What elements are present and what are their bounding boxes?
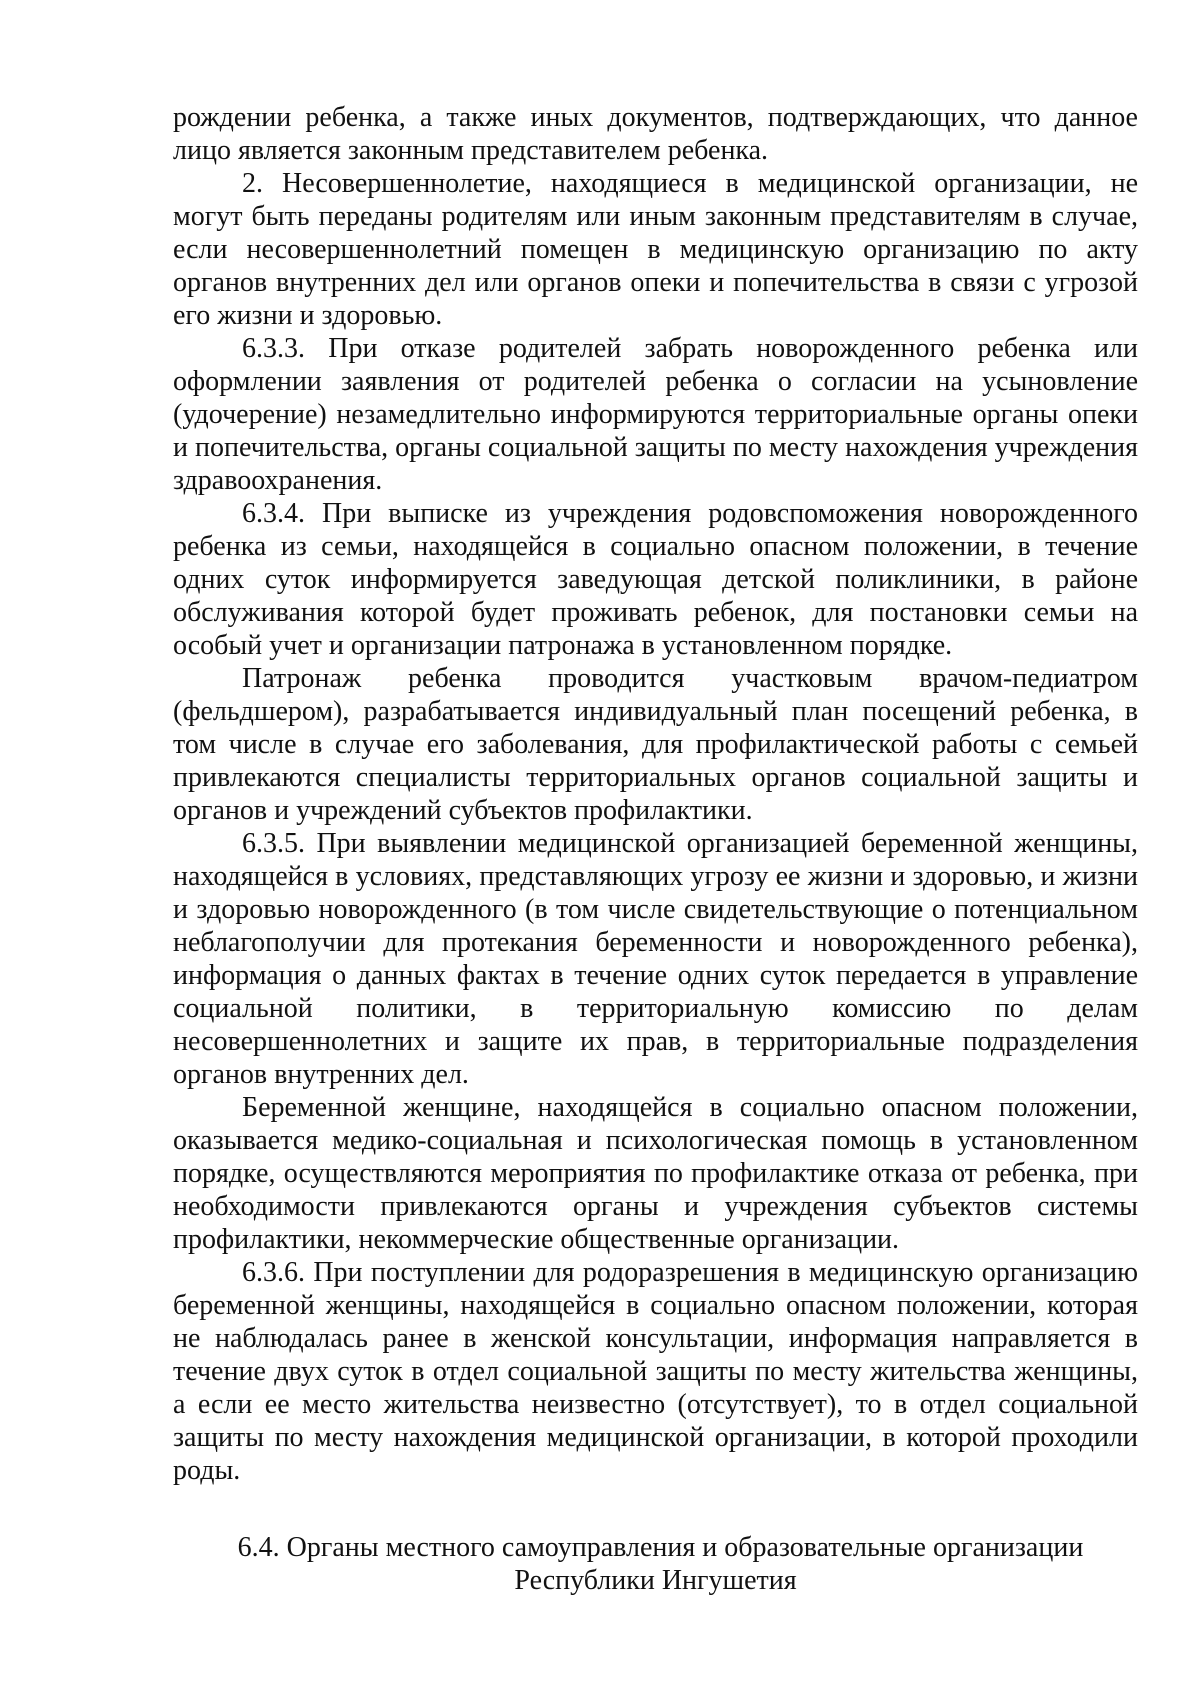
paragraph-continuation: рождении ребенка, а также иных документов, подтверждающих, что данное лицо является законным представителем ребенка.: [173, 102, 1138, 166]
paragraph-6-3-6: 6.3.6. При поступлении для родоразрешения в медицинскую организацию беременной женщины, находящейся в социально опасном положении, которая не наблюдалась ранее в женской консультации, информация направляется в течение двух суток в отдел социальной защиты по месту жительства женщины, а если ее место жительства неизвестно (отсутствует), то в отдел социальной защиты по месту нахождения медицинской организации, в которой проходили роды.: [173, 1257, 1138, 1486]
paragraph-6-3-5: 6.3.5. При выявлении медицинской организацией беременной женщины, находящейся в условиях, представляющих угрозу ее жизни и здоровью, и жизни и здоровью новорожденного (в том числе свидетельствующие о потенциальном неблагополучии для протекания беременности и новорожденного ребенка), информация о данных фактах в течение одних суток передается в управление социальной политики, в территориальную комиссию по делам несовершеннолетних и защите их прав, в территориальные подразделения органов внутренних дел.: [173, 828, 1138, 1090]
section-heading-line-2: Республики Ингушетия: [514, 1565, 797, 1596]
paragraph-6-3-3: 6.3.3. При отказе родителей забрать новорожденного ребенка или оформлении заявления от родителей ребенка о согласии на усыновление (удочерение) незамедлительно информируются территориальные органы опеки и попечительства, органы социальной защиты по месту нахождения учреждения здравоохранения.: [173, 333, 1138, 496]
paragraph-6-3-4: 6.3.4. При выписке из учреждения родовспоможения новорожденного ребенка из семьи, находящейся в социально опасном положении, в течение одних суток информируется заведующая детской поликлиники, в районе обслуживания которой будет проживать ребенок, для постановки семьи на особый учет и организации патронажа в установленном порядке.: [173, 498, 1138, 661]
paragraph-pregnant-woman: Беременной женщине, находящейся в социально опасном положении, оказывается медико-социальная и психологическая помощь в установленном порядке, осуществляются мероприятия по профилактике отказа от ребенка, при необходимости привлекаются органы и учреждения субъектов системы профилактики, некоммерческие общественные организации.: [173, 1092, 1138, 1255]
paragraph-patronage: Патронаж ребенка проводится участковым врачом-педиатром (фельдшером), разрабатывается индивидуальный план посещений ребенка, в том числе в случае его заболевания, для профилактической работы с семьей привлекаются специалисты территориальных органов социальной защиты и органов и учреждений субъектов профилактики.: [173, 663, 1138, 826]
section-heading-line-1: 6.4. Органы местного самоуправления и образовательные организации: [237, 1532, 1084, 1563]
section-heading-6-4: [173, 1531, 1138, 1597]
paragraph-item-2: 2. Несовершеннолетие, находящиеся в медицинской организации, не могут быть переданы родителям или иным законным представителям в случае, если несовершеннолетний помещен в медицинскую организацию по акту органов внутренних дел или органов опеки и попечительства в связи с угрозой его жизни и здоровью.: [173, 168, 1138, 331]
